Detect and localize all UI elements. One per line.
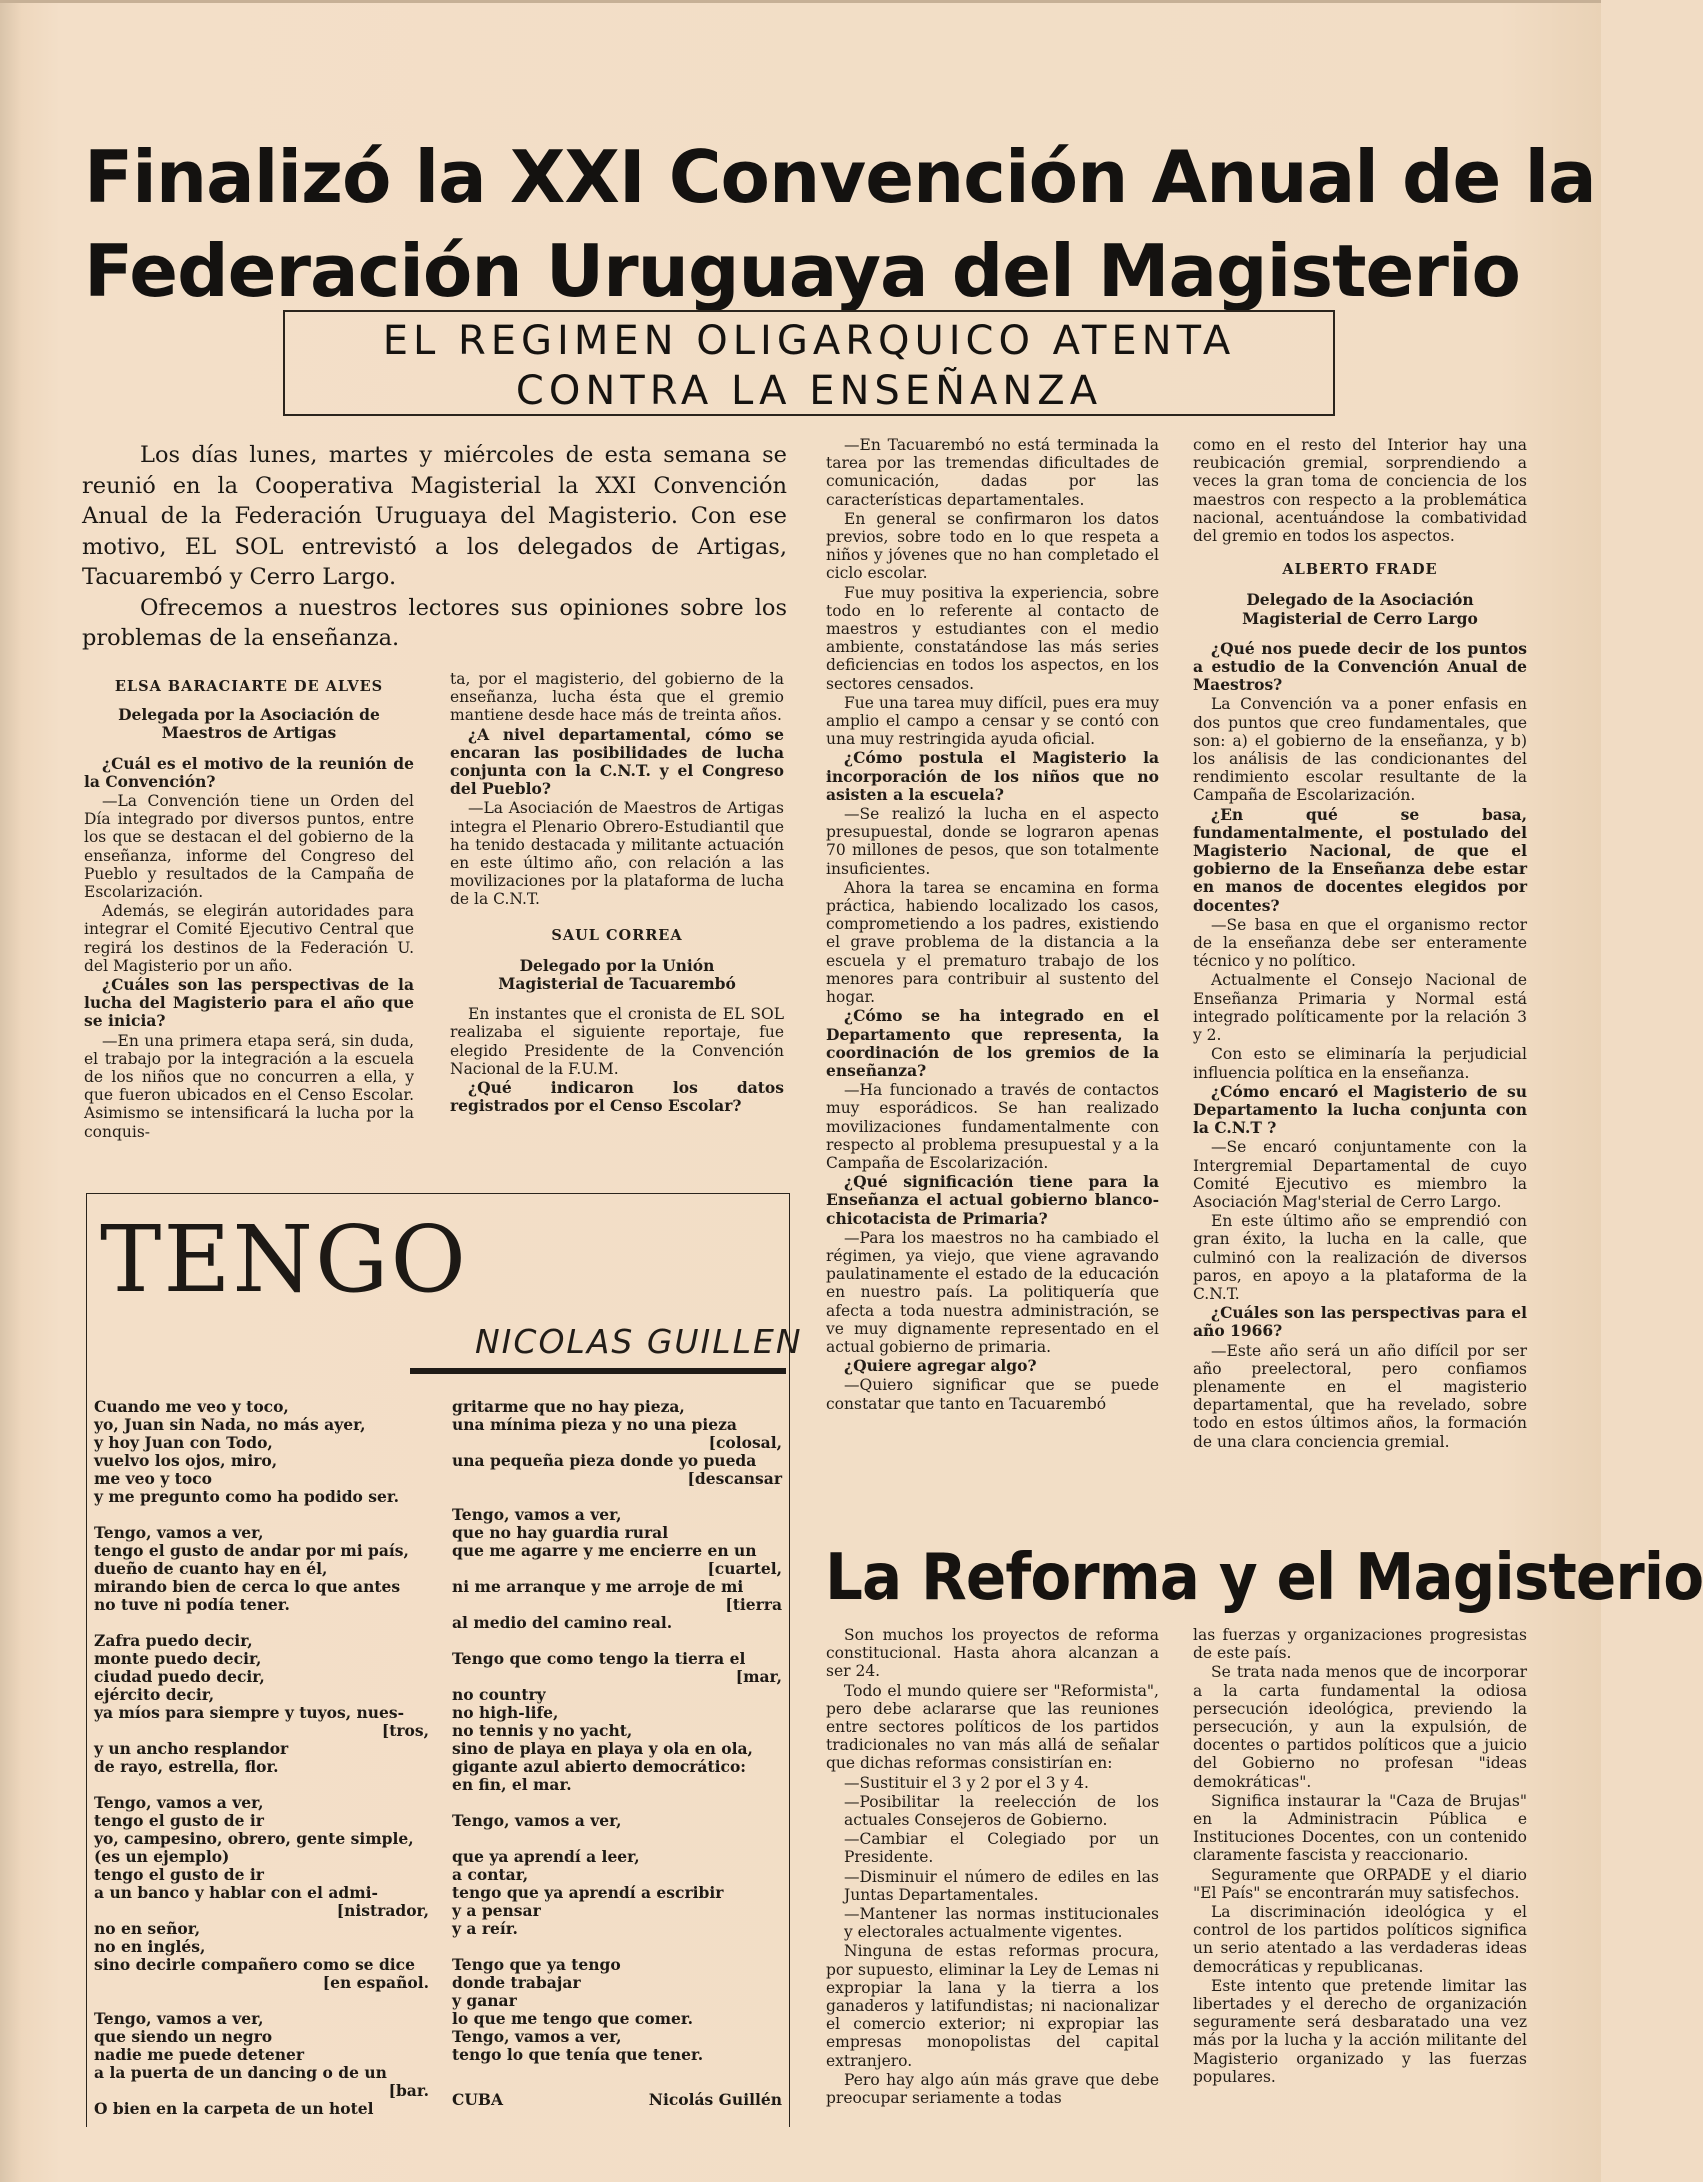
poem-line: a la puerta de un dancing o de un (94, 2063, 387, 2082)
poem-line: Zafra puedo decir, (94, 1631, 253, 1650)
answer: En este último año se emprendió con gran éxito, la lucha en la calle, que culminó con la realización de diversos paros, en apoyo a la plataforma de la C.N.T. (1193, 1212, 1527, 1303)
poem-line: en fin, el mar. (452, 1775, 572, 1794)
paragraph: En instantes que el cronista de EL SOL realizaba el siguiente reportaje, fue elegido Presidente de la Convención Nacional de la F.U.M. (450, 1005, 784, 1078)
poem-line: me veo y toco (94, 1469, 212, 1488)
poem-line: Tengo que como tengo la tierra el (452, 1649, 746, 1668)
paragraph: Ninguna de estas reformas procura, por supuesto, eliminar la Ley de Lemas ni expropiar la lana y la tierra a los ganaderos y latifundistas; ni nacionalizar el comercio exterior; ni expropiar las empresas monopolistas del capital extranjero. (826, 1942, 1159, 2070)
answer: La Convención va a poner enfasis en dos puntos que creo fundamentales, que son: a) el gobierno de la enseñanza, y b) los análisis de las condicionantes del rendimiento escolar resultante de la Campaña de Escolarización. (1193, 695, 1527, 805)
interviewee-role: Delegado de la Asociación Magisterial de Cerro Largo (1242, 590, 1478, 628)
poem-line: no tennis y no yacht, (452, 1721, 633, 1740)
question: ¿Cuál es el motivo de la reunión de la Convención? (84, 753, 414, 791)
poem-line: O bien en la carpeta de un hotel (94, 2099, 374, 2118)
poem-left-column (94, 1398, 429, 2136)
question: ¿A nivel departamental, cómo se encaran las posibilidades de lucha conjunta con la C.N.T. y el Congreso del Pueblo? (450, 724, 784, 799)
poem-line: y ganar (452, 1991, 517, 2010)
reform-column-2 (1193, 1626, 1527, 2087)
poem-line: sino decirle compañero como se dice (94, 1955, 415, 1974)
poem-line: [mar, (735, 1667, 782, 1686)
answer: —En una primera etapa será, sin duda, el trabajo por la integración a la escuela de los niños que no concurren a ella, y que fueron ubicados en el Censo Escolar. Asimismo se intensificará la lucha por la conquis- (84, 1031, 414, 1141)
question: ¿Qué nos puede decir de los puntos a estudio de la Convención Anual de Maestros? (1193, 638, 1527, 695)
lead-paragraph-2: Ofrecemos a nuestros lectores sus opiniones sobre los problemas de la enseñanza. (82, 594, 787, 651)
question: ¿Quiere agregar algo? (844, 1356, 1037, 1376)
poem-line: [tros, (381, 1721, 429, 1740)
poem-line: Tengo, vamos a ver, (452, 2027, 622, 2046)
paragraph: Son muchos los proyectos de reforma constitucional. Hasta ahora alcanzan a ser 24. (826, 1626, 1159, 1681)
poem-line: [tierra (725, 1595, 782, 1614)
poem-line: ni me arranque y me arroje de mi (452, 1577, 744, 1596)
headline-line-1: Finalizó la XXI Convención Anual de la (84, 135, 1596, 219)
interviewee-role: Delegado por la Unión Magisterial de Tacuarembó (498, 955, 736, 994)
poem-line: no country (452, 1685, 546, 1704)
poem-line: no en señor, (94, 1919, 201, 1938)
poem-line: (es un ejemplo) (94, 1847, 230, 1866)
poem-line: [en español. (322, 1973, 429, 1992)
poem-footer (452, 2090, 782, 2109)
answer: Actualmente el Consejo Nacional de Enseñanza Primaria y Normal está integrado políticamente por la relación 3 y 2. (1193, 971, 1527, 1045)
list-item: —Sustituir el 3 y 2 por el 3 y 4. (844, 1773, 1089, 1792)
list-item: —Mantener las normas institucionales y electorales actualmente vigentes. (844, 1905, 1159, 1942)
list-item: —Disminuir el número de ediles en las Juntas Departamentales. (844, 1867, 1159, 1904)
answer: —En Tacuarembó no está terminada la tarea por las tremendas dificultades de comunicación, dadas por las características departamentales. (826, 436, 1159, 509)
interviewee-name: SAUL CORREA (551, 926, 683, 944)
answer: —La Asociación de Maestros de Artigas integra el Plenario Obrero-Estudiantil que ha tenido destacada y militante actuación en este último año, con relación a las movilizaciones por la plataforma de lucha de la C.N.T. (450, 799, 784, 909)
poem-line: una pequeña pieza donde yo pueda (452, 1451, 757, 1470)
poem-stanza (452, 1398, 782, 1488)
question: ¿Cómo encaró el Magisterio de su Departamento la lucha conjunta con la C.N.T ? (1193, 1081, 1527, 1138)
list-item: —Cambiar el Colegiado por un Presidente. (844, 1830, 1159, 1867)
answer: —Quiero significar que se puede constatar que tanto en Tacuarembó (826, 1376, 1159, 1413)
headline-line-2: Federación Uruguaya del Magisterio (84, 229, 1521, 313)
poem-line: vuelvo los ojos, miro, (94, 1451, 278, 1470)
question: ¿En qué se basa, fundamentalmente, el postulado del Magisterio Nacional, de que el gobierno de la Enseñanza debe estar en manos de docentes elegidos por docentes? (1193, 804, 1527, 915)
answer: —Se basa en que el organismo rector de la enseñanza debe ser enteramente técnico y no político. (1193, 915, 1527, 971)
poem-line: nadie me puede detener (94, 2045, 305, 2064)
paragraph: las fuerzas y organizaciones progresistas de este país. (1193, 1626, 1527, 1663)
paragraph: La discriminación ideológica y el control de los partidos políticos significa un serio atentado a las verdaderas ideas democráticas y republicanas. (1193, 1903, 1527, 1976)
answer: —Se encaró conjuntamente con la Intergremial Departamental de cuyo Comité Ejecutivo es miembro la Asociación Mag'sterial de Cerro Largo. (1193, 1138, 1527, 1211)
poem-line: Tengo, vamos a ver, (452, 1811, 622, 1830)
column-1 (84, 668, 414, 1142)
answer: —Para los maestros no ha cambiado el régimen, ya viejo, que viene agravando paulatinamente el estado de la educación en nuestro país. La politiquería que afecta a toda nuestra administración, se ve muy dignamente representado en el actual gobierno de primaria. (826, 1228, 1159, 1356)
poem-line: y hoy Juan con Todo, (94, 1433, 273, 1452)
poem-author-rule (410, 1368, 786, 1374)
poem-line: [descansar (687, 1469, 782, 1488)
poem-line: tengo el gusto de ir (94, 1865, 264, 1884)
answer: ta, por el magisterio, del gobierno de la enseñanza, lucha ésta que el gremio mantiene desde hace más de treinta años. (450, 670, 784, 725)
lead-paragraph-1: Los días lunes, martes y miércoles de esta semana se reunió en la Cooperativa Magisterial la XXI Convención Anual de la Federación Uruguaya del Magisterio. Con ese motivo, EL SOL entrevistó a los delegados de Artigas, Tacuarembó y Cerro Largo. (82, 442, 787, 590)
paragraph: Significa instaurar la "Caza de Brujas" en la Administracin Pública e Instituciones Docentes, con un contenido claramente fascista y reaccionario. (1193, 1791, 1527, 1865)
poem-line: ciudad puedo decir, (94, 1667, 265, 1686)
poem-line: gigante azul abierto democrático: (452, 1757, 747, 1776)
paragraph: Seguramente que ORPADE y el diario "El País" se encontrarán muy satisfechos. (1193, 1865, 1527, 1902)
poem-author: NICOLAS GUILLEN (475, 1322, 803, 1361)
answer: Con esto se eliminaría la perjudicial influencia política en la enseñanza. (1193, 1045, 1527, 1082)
main-headline (84, 130, 1596, 318)
paragraph: Este intento que pretende limitar las libertades y el derecho de organización seguramente será desbaratado una vez más por la lucha y la acción militante del Magisterio organizado y las fuerzas populares. (1193, 1976, 1527, 2086)
poem-line: Tengo, vamos a ver, (94, 1793, 264, 1812)
poem-place: CUBA (452, 2090, 503, 2109)
poem-stanza (452, 1812, 782, 1830)
poem-line: [colosal, (708, 1433, 782, 1452)
column-3 (826, 436, 1159, 1414)
poem-stanza (94, 1398, 429, 1506)
paragraph: Fue una tarea muy difícil, pues era muy amplio el campo a censar y se contó con una muy restringida ayuda oficial. (826, 693, 1159, 749)
poem-stanza (94, 1524, 429, 1614)
poem-line: al medio del camino real. (452, 1613, 673, 1632)
interviewee-name: ALBERTO FRADE (1282, 561, 1438, 579)
poem-line: Tengo, vamos a ver, (94, 2009, 264, 2028)
subheadline-box (283, 310, 1335, 416)
poem-line: donde trabajar (452, 1973, 581, 1992)
poem-line: no tuve ni podía tener. (94, 1595, 290, 1614)
interviewee-name: ELSA BARACIARTE DE ALVES (114, 678, 384, 695)
poem-stanza (452, 1506, 782, 1632)
poem-line: a contar, (452, 1865, 529, 1884)
lead-paragraphs (82, 440, 787, 654)
poem-line: no high-life, (452, 1703, 559, 1722)
poem-line: de rayo, estrella, flor. (94, 1757, 279, 1776)
reform-headline: La Reforma y el Magisterio (825, 1541, 1703, 1615)
poem-signature: Nicolás Guillén (648, 2090, 782, 2109)
poem-line: que ya aprendí a leer, (452, 1847, 640, 1866)
list-item: —Posibilitar la reelección de los actuales Consejeros de Gobierno. (844, 1792, 1159, 1830)
answer: como en el resto del Interior hay una reubicación gremial, sorprendiendo a veces la gran toma de conciencia de los maestros con respecto a la problemática nacional, acentuándose la combatividad del gremio en todos los aspectos. (1193, 436, 1527, 546)
subheadline-line-1: EL REGIMEN OLIGARQUICO ATENTA (382, 318, 1236, 364)
poem-line: una mínima pieza y no una pieza (452, 1415, 737, 1434)
poem-line: que no hay guardia rural (452, 1523, 669, 1542)
poem-line: [nistrador, (336, 1901, 429, 1920)
poem-line: Tengo, vamos a ver, (94, 1523, 264, 1542)
poem-stanza (94, 1632, 429, 1776)
paragraph: En general se confirmaron los datos previos, sobre todo en lo que respeta a niños y jóvenes que no han completado el ciclo escolar. (826, 509, 1159, 583)
question: ¿Qué significación tiene para la Enseñanza el actual gobierno blanco-chicotacista de Primaria? (826, 1172, 1159, 1228)
poem-line: y a reír. (452, 1919, 518, 1938)
question: ¿Cuáles son las perspectivas para el año 1966? (1193, 1303, 1527, 1341)
answer: —Este año será un año difícil por ser año preelectoral, pero confiamos plenamente en el magisterio departamental, que ha revelado, sobre todo en estos últimos años, la formación de una clara conciencia gremial. (1193, 1341, 1527, 1451)
poem-line: ejército decir, (94, 1685, 215, 1704)
question: ¿Cuáles son las perspectivas de la lucha del Magisterio para el año que se inicia? (84, 975, 414, 1031)
paragraph: Se trata nada menos que de incorporar a la carta fundamental la odiosa persecución ideológica, previendo la persecución, y aun la expulsión, de docentes o partidos políticos que a juicio del Gobierno no profesan "ideas demokráticas". (1193, 1663, 1527, 1791)
reform-column-1 (826, 1626, 1159, 2108)
poem-right-column (452, 1398, 782, 2082)
interviewee-role: Delegada por la Asociación de Maestros de Artigas (118, 705, 380, 743)
paragraph: Todo el mundo quiere ser "Reformista", pero debe aclararse que las reuniones entre sectores políticos de los partidos tradicionales no van más allá de señalar que dichas reformas consistirían en: (826, 1681, 1159, 1773)
poem-line: a un banco y hablar con el admi- (94, 1883, 378, 1902)
poem-stanza (94, 1794, 429, 1992)
poem-line: yo, campesino, obrero, gente simple, (94, 1829, 414, 1848)
poem-line: yo, Juan sin Nada, no más ayer, (94, 1415, 366, 1434)
poem-line: lo que me tengo que comer. (452, 2009, 694, 2028)
poem-line: dueño de cuanto hay en él, (94, 1559, 328, 1578)
poem-line: Tengo, vamos a ver, (452, 1505, 622, 1524)
poem-stanza (452, 1848, 782, 1938)
column-2 (450, 670, 784, 1116)
poem-line: tengo el gusto de andar por mi país, (94, 1541, 409, 1560)
poem-line: y me pregunto como ha podido ser. (94, 1487, 400, 1506)
question: ¿Cómo se ha integrado en el Departamento que representa, la coordinación de los gremios de la enseñanza? (826, 1006, 1159, 1080)
poem-stanza (452, 1956, 782, 2064)
answer: —Ha funcionado a través de contactos muy esporádicos. Se han realizado movilizaciones fundamentalmente con respecto al problema presupuestal y a la Campaña de Escolarización. (826, 1081, 1159, 1172)
subheadline-line-2: CONTRA LA ENSEÑANZA (515, 368, 1103, 414)
poem-line: tengo que ya aprendí a escribir (452, 1883, 724, 1902)
column-4 (1193, 436, 1527, 1452)
poem-line: gritarme que no hay pieza, (452, 1397, 685, 1416)
poem-title: TENGO (100, 1206, 468, 1313)
poem-stanza (94, 2010, 429, 2118)
poem-line: [cuartel, (707, 1559, 782, 1578)
poem-line: y a pensar (452, 1901, 541, 1920)
poem-line: tengo el gusto de ir (94, 1811, 264, 1830)
paragraph: Ahora la tarea se encamina en forma práctica, habiendo localizado los casos, comprometiendo a los padres, existiendo el grave problema de la distancia a la escuela y el prematuro trabajo de los menores para contribuir al sustento del hogar. (826, 878, 1159, 1007)
answer: —Se realizó la lucha en el aspecto presupuestal, donde se lograron apenas 70 millones de pesos, que son totalmente insuficientes. (826, 805, 1159, 878)
poem-line: [bar. (388, 2081, 429, 2100)
poem-line: no en inglés, (94, 1937, 206, 1956)
paragraph: Pero hay algo aún más grave que debe preocupar seriamente a todas (826, 2070, 1159, 2108)
answer: Además, se elegirán autoridades para integrar el Comité Ejecutivo Central que regirá los destinos de la Federación U. del Magisterio por un año. (84, 902, 414, 975)
poem-line: tengo lo que tenía que tener. (452, 2045, 704, 2064)
poem-line: Cuando me veo y toco, (94, 1397, 289, 1416)
poem-line: que me agarre y me encierre en un (452, 1541, 757, 1560)
paragraph: Fue muy positiva la experiencia, sobre todo en lo referente al contacto de maestros y estudiantes con el medio ambiente, constatándose las más series deficiencias en todos los aspectos, en los sectores censados. (826, 583, 1159, 693)
poem-line: y un ancho resplandor (94, 1739, 289, 1758)
poem-line: sino de playa en playa y ola en ola, (452, 1739, 753, 1758)
poem-line: que siendo un negro (94, 2027, 273, 2046)
poem-line: Tengo que ya tengo (452, 1955, 621, 1974)
page-edge (0, 0, 1601, 3)
poem-line: monte puedo decir, (94, 1649, 262, 1668)
question: ¿Qué indicaron los datos registrados por el Censo Escolar? (450, 1078, 784, 1116)
answer: —La Convención tiene un Orden del Día integrado por diversos puntos, entre los que se destacan el del gobierno de la enseñanza, informe del Congreso del Pueblo y resultados de la Campaña de Escolarización. (84, 792, 414, 902)
poem-line: ya míos para siempre y tuyos, nues- (94, 1703, 405, 1722)
poem-line: mirando bien de cerca lo que antes (94, 1577, 401, 1596)
poem-stanza (452, 1650, 782, 1794)
question: ¿Cómo postula el Magisterio la incorporación de los niños que no asisten a la escuela? (826, 748, 1159, 804)
